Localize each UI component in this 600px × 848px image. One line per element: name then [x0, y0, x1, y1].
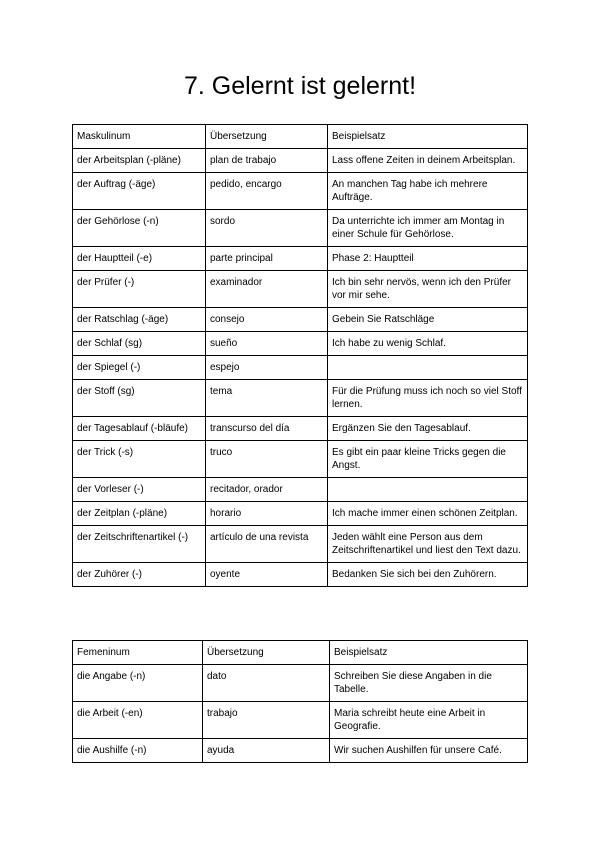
table-row: [73, 210, 528, 247]
word-cell: der Zeitschriftenartikel (-): [73, 526, 206, 563]
example-sentence-cell: An manchen Tag habe ich mehrere Aufträge.: [328, 173, 528, 210]
word-cell: der Ratschlag (-äge): [73, 308, 206, 332]
table-header-row: [73, 125, 528, 149]
translation-cell: sueño: [206, 332, 328, 356]
table-row: [73, 356, 528, 380]
table-row: [73, 173, 528, 210]
masculine-table-body: [73, 125, 528, 587]
page-title: 7. Gelernt ist gelernt!: [183, 72, 417, 100]
translation-cell: trabajo: [203, 702, 330, 739]
table-header-row: [73, 641, 528, 665]
word-cell: der Stoff (sg): [73, 380, 206, 417]
translation-cell: transcurso del día: [206, 417, 328, 441]
table-row: [73, 478, 528, 502]
word-cell: die Aushilfe (-n): [73, 739, 203, 763]
translation-cell: ayuda: [203, 739, 330, 763]
example-sentence-cell: Bedanken Sie sich bei den Zuhörern.: [328, 563, 528, 587]
word-cell: der Zeitplan (-pläne): [73, 502, 206, 526]
example-sentence-cell: Ich habe zu wenig Schlaf.: [328, 332, 528, 356]
feminine-table-body: [73, 641, 528, 763]
word-cell: der Spiegel (-): [73, 356, 206, 380]
translation-cell: artículo de una revista: [206, 526, 328, 563]
masculine-vocab-table: [72, 124, 528, 587]
table-row: [73, 441, 528, 478]
example-sentence-cell: Für die Prüfung muss ich noch so viel Stoff lernen.: [328, 380, 528, 417]
word-cell: der Auftrag (-äge): [73, 173, 206, 210]
table-row: [73, 739, 528, 763]
example-sentence-cell: Maria schreibt heute eine Arbeit in Geografie.: [330, 702, 528, 739]
example-sentence-cell: [328, 356, 528, 380]
table-row: [73, 149, 528, 173]
translation-cell: recitador, orador: [206, 478, 328, 502]
word-cell: der Vorleser (-): [73, 478, 206, 502]
example-sentence-cell: Da unterrichte ich immer am Montag in einer Schule für Gehörlose.: [328, 210, 528, 247]
table-row: [73, 247, 528, 271]
translation-cell: consejo: [206, 308, 328, 332]
word-cell: der Zuhörer (-): [73, 563, 206, 587]
table-row: [73, 308, 528, 332]
example-sentence-cell: Es gibt ein paar kleine Tricks gegen die Angst.: [328, 441, 528, 478]
translation-cell: truco: [206, 441, 328, 478]
column-header: Übersetzung: [206, 125, 328, 149]
word-cell: der Schlaf (sg): [73, 332, 206, 356]
example-sentence-cell: Schreiben Sie diese Angaben in die Tabelle.: [330, 665, 528, 702]
translation-cell: pedido, encargo: [206, 173, 328, 210]
translation-cell: sordo: [206, 210, 328, 247]
word-cell: der Hauptteil (-e): [73, 247, 206, 271]
word-cell: der Gehörlose (-n): [73, 210, 206, 247]
example-sentence-cell: Wir suchen Aushilfen für unsere Café.: [330, 739, 528, 763]
example-sentence-cell: Lass offene Zeiten in deinem Arbeitsplan.: [328, 149, 528, 173]
word-cell: der Prüfer (-): [73, 271, 206, 308]
example-sentence-cell: Jeden wählt eine Person aus dem Zeitschriftenartikel und liest den Text dazu.: [328, 526, 528, 563]
translation-cell: plan de trabajo: [206, 149, 328, 173]
column-header: Übersetzung: [203, 641, 330, 665]
table-row: [73, 563, 528, 587]
example-sentence-cell: Ich bin sehr nervös, wenn ich den Prüfer vor mir sehe.: [328, 271, 528, 308]
word-cell: die Angabe (-n): [73, 665, 203, 702]
column-header: Maskulinum: [73, 125, 206, 149]
word-cell: die Arbeit (-en): [73, 702, 203, 739]
translation-cell: tema: [206, 380, 328, 417]
translation-cell: dato: [203, 665, 330, 702]
word-cell: der Tagesablauf (-bläufe): [73, 417, 206, 441]
table-row: [73, 665, 528, 702]
column-header: Beispielsatz: [330, 641, 528, 665]
table-row: [73, 380, 528, 417]
table-row: [73, 702, 528, 739]
column-header: Femeninum: [73, 641, 203, 665]
table-row: [73, 271, 528, 308]
example-sentence-cell: Ergänzen Sie den Tagesablauf.: [328, 417, 528, 441]
example-sentence-cell: [328, 478, 528, 502]
translation-cell: examinador: [206, 271, 328, 308]
example-sentence-cell: Ich mache immer einen schönen Zeitplan.: [328, 502, 528, 526]
table-row: [73, 332, 528, 356]
word-cell: der Trick (-s): [73, 441, 206, 478]
translation-cell: horario: [206, 502, 328, 526]
translation-cell: oyente: [206, 563, 328, 587]
translation-cell: espejo: [206, 356, 328, 380]
table-row: [73, 417, 528, 441]
column-header: Beispielsatz: [328, 125, 528, 149]
table-row: [73, 502, 528, 526]
example-sentence-cell: Phase 2: Hauptteil: [328, 247, 528, 271]
translation-cell: parte principal: [206, 247, 328, 271]
feminine-vocab-table: [72, 640, 528, 763]
table-row: [73, 526, 528, 563]
word-cell: der Arbeitsplan (-pläne): [73, 149, 206, 173]
example-sentence-cell: Gebein Sie Ratschläge: [328, 308, 528, 332]
